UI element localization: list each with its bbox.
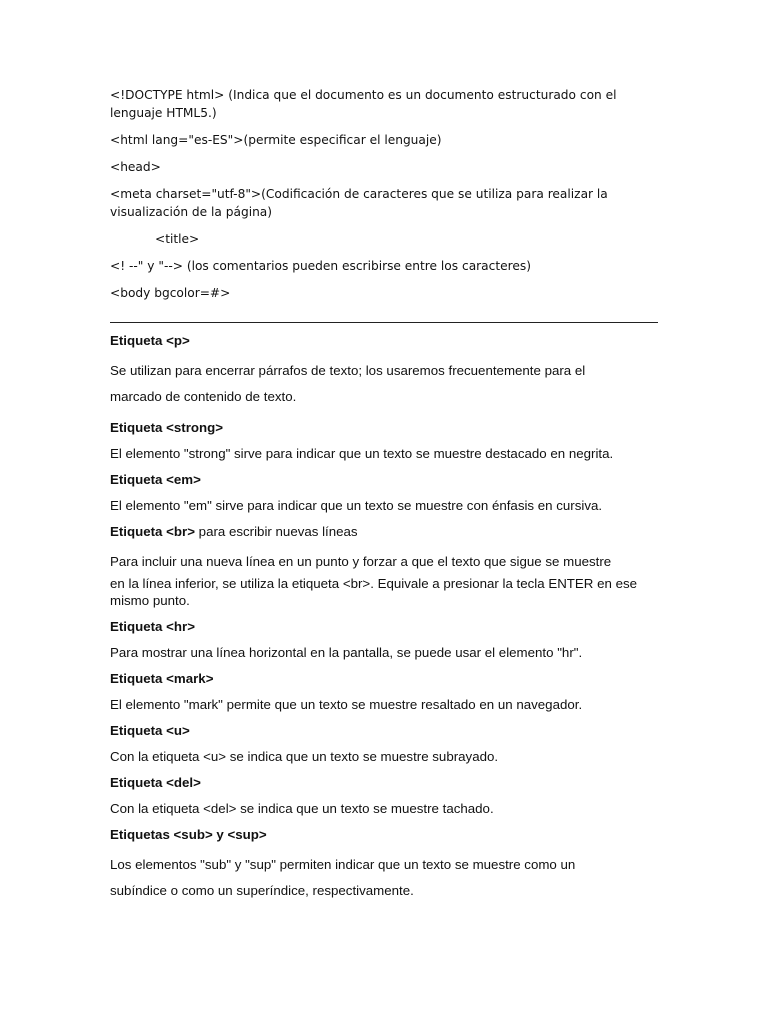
intro-line: <body bgcolor=#> — [110, 286, 231, 300]
section-heading: Etiqueta <em> — [110, 472, 201, 487]
section-heading: Etiqueta <hr> — [110, 619, 195, 634]
section-text: Para incluir una nueva línea en un punto y forzar a que el texto que sigue se muestre en la línea inferior, se utiliza la etiqueta <br>. Equivale a presionar la tecla ENTER en ese mismo punto. — [110, 554, 638, 608]
section-text: Para mostrar una línea horizontal en la pantalla, se puede usar el elemento "hr". — [110, 645, 583, 660]
intro-block — [110, 86, 658, 302]
section-heading: Etiqueta <p> — [110, 333, 190, 348]
intro-line: <meta charset="utf-8">(Codificación de caracteres que se utiliza para realizar la visualización de la página) — [110, 187, 608, 219]
document-page — [110, 86, 658, 913]
section-heading: Etiqueta <br> para escribir nuevas líneas — [110, 524, 358, 539]
section-text: El elemento "mark" permite que un texto se muestre resaltado en un navegador. — [110, 697, 583, 712]
section-heading: Etiqueta <mark> — [110, 671, 214, 686]
section-text: Con la etiqueta <del> se indica que un texto se muestre tachado. — [110, 801, 494, 816]
section-text: El elemento "strong" sirve para indicar que un texto se muestre destacado en negrita. — [110, 446, 614, 461]
section-text: El elemento "em" sirve para indicar que un texto se muestre con énfasis en cursiva. — [110, 498, 603, 513]
horizontal-divider — [110, 322, 658, 323]
section-text: Con la etiqueta <u> se indica que un texto se muestre subrayado. — [110, 749, 499, 764]
tag-sections — [110, 332, 658, 904]
intro-line: <!DOCTYPE html> (Indica que el documento es un documento estructurado con el lenguaje HTML5.) — [110, 88, 617, 120]
intro-line: <! --" y "--> (los comentarios pueden escribirse entre los caracteres) — [110, 259, 531, 273]
section-heading: Etiqueta <u> — [110, 723, 190, 738]
intro-line: <head> — [110, 160, 161, 174]
section-heading: Etiquetas <sub> y <sup> — [110, 827, 267, 842]
section-text: Los elementos "sub" y "sup" permiten indicar que un texto se muestre como un subíndice o como un superíndice, respectivamente. — [110, 857, 576, 898]
section-heading: Etiqueta <strong> — [110, 420, 224, 435]
intro-line: <html lang="es-ES">(permite especificar el lenguaje) — [110, 133, 442, 147]
section-text: Se utilizan para encerrar párrafos de texto; los usaremos frecuentemente para el marcado de contenido de texto. — [110, 363, 586, 404]
intro-line: <title> — [155, 232, 200, 246]
section-heading: Etiqueta <del> — [110, 775, 201, 790]
